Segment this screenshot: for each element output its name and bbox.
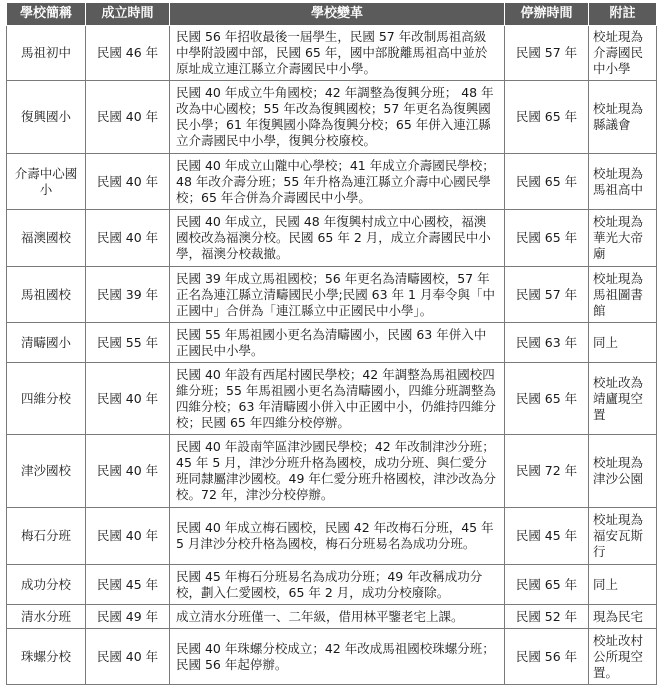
closed-cell: 民國 65 年	[505, 210, 589, 267]
note-cell: 校址現為福安瓦斯行	[589, 508, 657, 565]
closed-cell: 民國 65 年	[505, 154, 589, 210]
closed-cell: 民國 65 年	[505, 81, 589, 154]
history-cell: 民國 40 年設有西尾村國民學校；42 年調整為馬祖國校四維分班；55 年馬祖國小更名為清疇國小，四維分班調整為四維分校；63 年清疇國小併入中正國中小，仍維持四維分校；民國 65 年四維分校停辦。	[170, 363, 505, 435]
history-cell: 民國 40 年設南竿區津沙國民學校；42 年改制津沙分班；45 年 5 月，津沙分班升格為國校，成功分班、與仁愛分班同隸屬津沙國校。49 年仁愛分班升格國校，津沙改為分校。72 年，津沙分校停辦。	[170, 435, 505, 508]
history-cell: 民國 45 年梅石分班易名為成功分班；49 年改稱成功分校，劃入仁愛國校，65 年 2 月，成功分校廢除。	[170, 565, 505, 605]
established-cell: 民國 40 年	[86, 363, 170, 435]
school-name-cell: 介壽中心國小	[7, 154, 86, 210]
established-cell: 民國 40 年	[86, 435, 170, 508]
school-name-cell: 四維分校	[7, 363, 86, 435]
history-cell: 民國 39 年成立馬祖國校；56 年更名為清疇國校，57 年正名為連江縣立清疇國民小學;民國 63 年 1 月奉令與「中正國中」合併為「連江縣立中正國民中小學」。	[170, 267, 505, 323]
header-row	[7, 3, 657, 26]
table-row	[7, 508, 657, 565]
history-cell: 民國 56 年招收最後一屆學生，民國 57 年改制馬祖高級中學附設國中部，民國 65 年，國中部脫離馬祖高中並於原址成立連江縣立介壽國民中小學。	[170, 26, 505, 81]
school-history-table	[6, 2, 657, 685]
note-cell: 現為民宅	[589, 605, 657, 629]
history-cell: 民國 40 年珠螺分校成立；42 年改成馬祖國校珠螺分班；民國 56 年起停辦。	[170, 629, 505, 685]
table-row	[7, 267, 657, 323]
closed-cell: 民國 65 年	[505, 363, 589, 435]
established-cell: 民國 49 年	[86, 605, 170, 629]
note-cell: 校址現為華光大帝廟	[589, 210, 657, 267]
closed-cell: 民國 72 年	[505, 435, 589, 508]
school-name-cell: 梅石分班	[7, 508, 86, 565]
table-row	[7, 323, 657, 363]
note-cell: 校址現為介壽國民中小學	[589, 26, 657, 81]
note-cell: 同上	[589, 323, 657, 363]
header-established: 成立時間	[86, 3, 170, 26]
school-history-table-container	[6, 2, 656, 685]
school-name-cell: 津沙國校	[7, 435, 86, 508]
established-cell: 民國 55 年	[86, 323, 170, 363]
established-cell: 民國 40 年	[86, 210, 170, 267]
closed-cell: 民國 63 年	[505, 323, 589, 363]
closed-cell: 民國 65 年	[505, 565, 589, 605]
note-cell: 校址改村公所現空置。	[589, 629, 657, 685]
note-cell: 校址現為津沙公園	[589, 435, 657, 508]
note-cell: 校址現為縣議會	[589, 81, 657, 154]
established-cell: 民國 40 年	[86, 629, 170, 685]
school-name-cell: 福澳國校	[7, 210, 86, 267]
table-row	[7, 363, 657, 435]
school-name-cell: 馬祖國校	[7, 267, 86, 323]
established-cell: 民國 45 年	[86, 565, 170, 605]
established-cell: 民國 40 年	[86, 81, 170, 154]
note-cell: 同上	[589, 565, 657, 605]
history-cell: 民國 40 年成立，民國 48 年復興村成立中心國校，福澳國校改為福澳分校。民國 65 年 2 月，成立介壽國民中小學，福澳分校裁撤。	[170, 210, 505, 267]
note-cell: 校址現為馬祖高中	[589, 154, 657, 210]
note-cell: 校址現為馬祖圖書館	[589, 267, 657, 323]
closed-cell: 民國 52 年	[505, 605, 589, 629]
school-name-cell: 復興國小	[7, 81, 86, 154]
table-row	[7, 154, 657, 210]
closed-cell: 民國 57 年	[505, 267, 589, 323]
table-row	[7, 26, 657, 81]
school-name-cell: 珠螺分校	[7, 629, 86, 685]
closed-cell: 民國 45 年	[505, 508, 589, 565]
established-cell: 民國 40 年	[86, 508, 170, 565]
history-cell: 民國 40 年成立山隴中心學校；41 年成立介壽國民學校；48 年改介壽分班；55 年升格為連江縣立介壽中心國民學校；65 年合併為介壽國民中小學。	[170, 154, 505, 210]
established-cell: 民國 40 年	[86, 154, 170, 210]
school-name-cell: 清疇國小	[7, 323, 86, 363]
table-row	[7, 81, 657, 154]
school-name-cell: 馬祖初中	[7, 26, 86, 81]
established-cell: 民國 46 年	[86, 26, 170, 81]
closed-cell: 民國 56 年	[505, 629, 589, 685]
header-note: 附註	[589, 3, 657, 26]
header-history: 學校變革	[170, 3, 505, 26]
history-cell: 民國 40 年成立牛角國校；42 年調整為復興分班； 48 年改為中心國校；55 年改為復興國校；57 年更名為復興國民小學；61 年復興國小降為復興分校；65 年併入連江縣立介壽國民中小學，復興分校廢校。	[170, 81, 505, 154]
table-row	[7, 435, 657, 508]
table-row	[7, 605, 657, 629]
closed-cell: 民國 57 年	[505, 26, 589, 81]
note-cell: 校址改為靖廬現空置	[589, 363, 657, 435]
history-cell: 民國 55 年馬祖國小更名為清疇國小，民國 63 年併入中正國民中小學。	[170, 323, 505, 363]
header-closed: 停辦時間	[505, 3, 589, 26]
history-cell: 民國 40 年成立梅石國校，民國 42 年改梅石分班，45 年 5 月津沙分校升格為國校，梅石分班易名為成功分班。	[170, 508, 505, 565]
table-row	[7, 210, 657, 267]
table-row	[7, 565, 657, 605]
header-name: 學校簡稱	[7, 3, 86, 26]
school-name-cell: 成功分校	[7, 565, 86, 605]
table-row	[7, 629, 657, 685]
school-name-cell: 清水分班	[7, 605, 86, 629]
established-cell: 民國 39 年	[86, 267, 170, 323]
history-cell: 成立清水分班僅一、二年級，借用林平鑒老宅上課。	[170, 605, 505, 629]
